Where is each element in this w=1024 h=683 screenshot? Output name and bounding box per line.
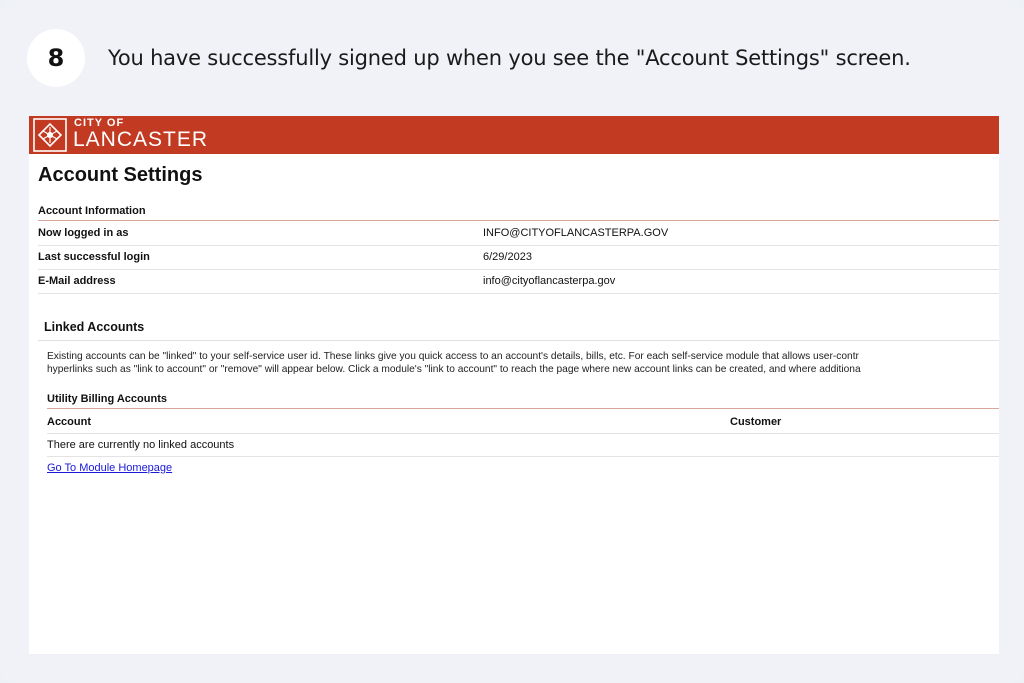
info-label: E-Mail address bbox=[38, 275, 116, 287]
linked-accounts-description bbox=[47, 350, 999, 376]
linked-accounts-heading: Linked Accounts bbox=[44, 320, 145, 334]
screenshot-panel bbox=[29, 116, 999, 654]
info-label: Now logged in as bbox=[38, 227, 129, 239]
info-value: info@cityoflancasterpa.gov bbox=[483, 275, 616, 287]
table-row bbox=[47, 434, 999, 457]
step-number-badge: 8 bbox=[27, 29, 85, 87]
site-banner bbox=[29, 116, 999, 154]
description-line: hyperlinks such as "link to account" or "remove" will appear below. Click a module's "link to account" to reach the page where new account links can be created, and where additiona bbox=[47, 364, 861, 375]
column-header-customer: Customer bbox=[730, 416, 782, 428]
table-header-row bbox=[47, 412, 999, 434]
info-value: INFO@CITYOFLANCASTERPA.GOV bbox=[483, 227, 669, 239]
empty-message: There are currently no linked accounts bbox=[47, 439, 235, 451]
step-instruction: You have successfully signed up when you see the "Account Settings" screen. bbox=[108, 46, 911, 70]
description-line: Existing accounts can be "linked" to your self-service user id. These links give you quick access to an account's details, bills, etc. For each self-service module that allows user-contr bbox=[47, 351, 859, 362]
city-logo-icon bbox=[33, 118, 67, 152]
info-label: Last successful login bbox=[38, 251, 150, 263]
page-title: Account Settings bbox=[38, 164, 203, 186]
logo-lancaster: LANCASTER bbox=[73, 128, 209, 151]
account-information-heading: Account Information bbox=[38, 205, 999, 221]
utility-billing-heading: Utility Billing Accounts bbox=[47, 393, 999, 409]
logo-city-of: CITY OF bbox=[74, 117, 125, 129]
info-row-last-login bbox=[38, 246, 999, 270]
info-row-logged-in bbox=[38, 222, 999, 246]
column-header-account: Account bbox=[47, 416, 91, 428]
info-row-email bbox=[38, 270, 999, 294]
divider bbox=[38, 340, 999, 341]
go-to-module-homepage-link[interactable]: Go To Module Homepage bbox=[47, 462, 173, 474]
info-value: 6/29/2023 bbox=[483, 251, 532, 263]
